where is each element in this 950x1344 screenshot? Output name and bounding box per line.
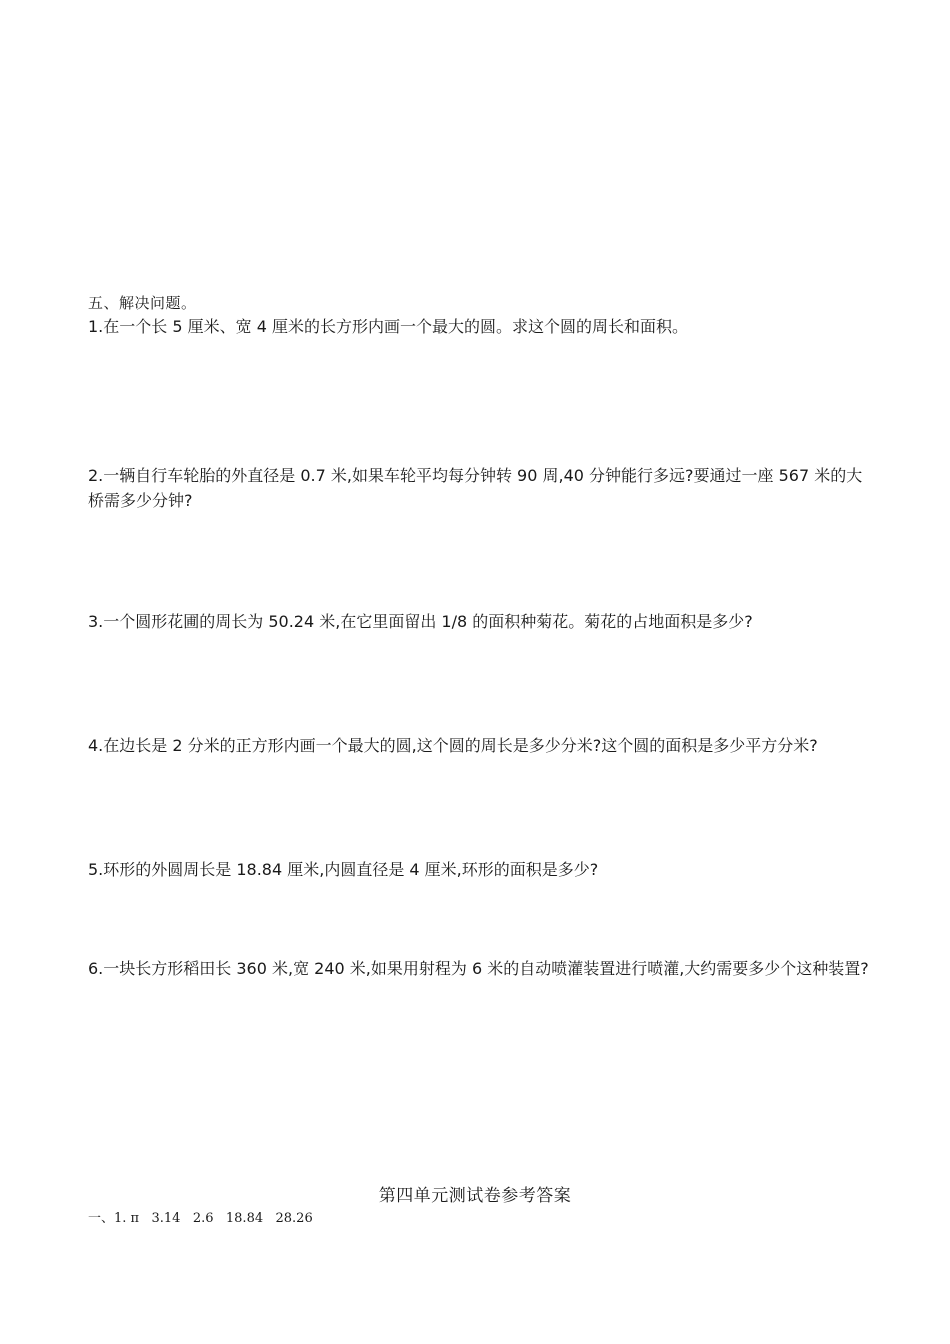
question-1: 1.在一个长 5 厘米、宽 4 厘米的长方形内画一个最大的圆。求这个圆的周长和面积。 (88, 317, 688, 336)
question-2: 2.一辆自行车轮胎的外直径是 0.7 米,如果车轮平均每分钟转 90 周,40 分钟能行多远?要通过一座 567 米的大桥需多少分钟? (88, 466, 863, 510)
question-6: 6.一块长方形稻田长 360 米,宽 240 米,如果用射程为 6 米的自动喷灌装置进行喷灌,大约需要多少个这种装置? (88, 959, 869, 978)
answer-line-1: 一、1. π 3.14 2.6 18.84 28.26 (88, 1211, 313, 1226)
question-3: 3.一个圆形花圃的周长为 50.24 米,在它里面留出 1/8 的面积种菊花。菊花的占地面积是多少? (88, 612, 753, 631)
question-5: 5.环形的外圆周长是 18.84 厘米,内圆直径是 4 厘米,环形的面积是多少? (88, 860, 599, 879)
answer-key-title: 第四单元测试卷参考答案 (378, 1186, 572, 1206)
section-heading: 五、解决问题。 (88, 294, 197, 312)
question-4: 4.在边长是 2 分米的正方形内画一个最大的圆,这个圆的周长是多少分米?这个圆的面积是多少平方分米? (88, 736, 818, 755)
